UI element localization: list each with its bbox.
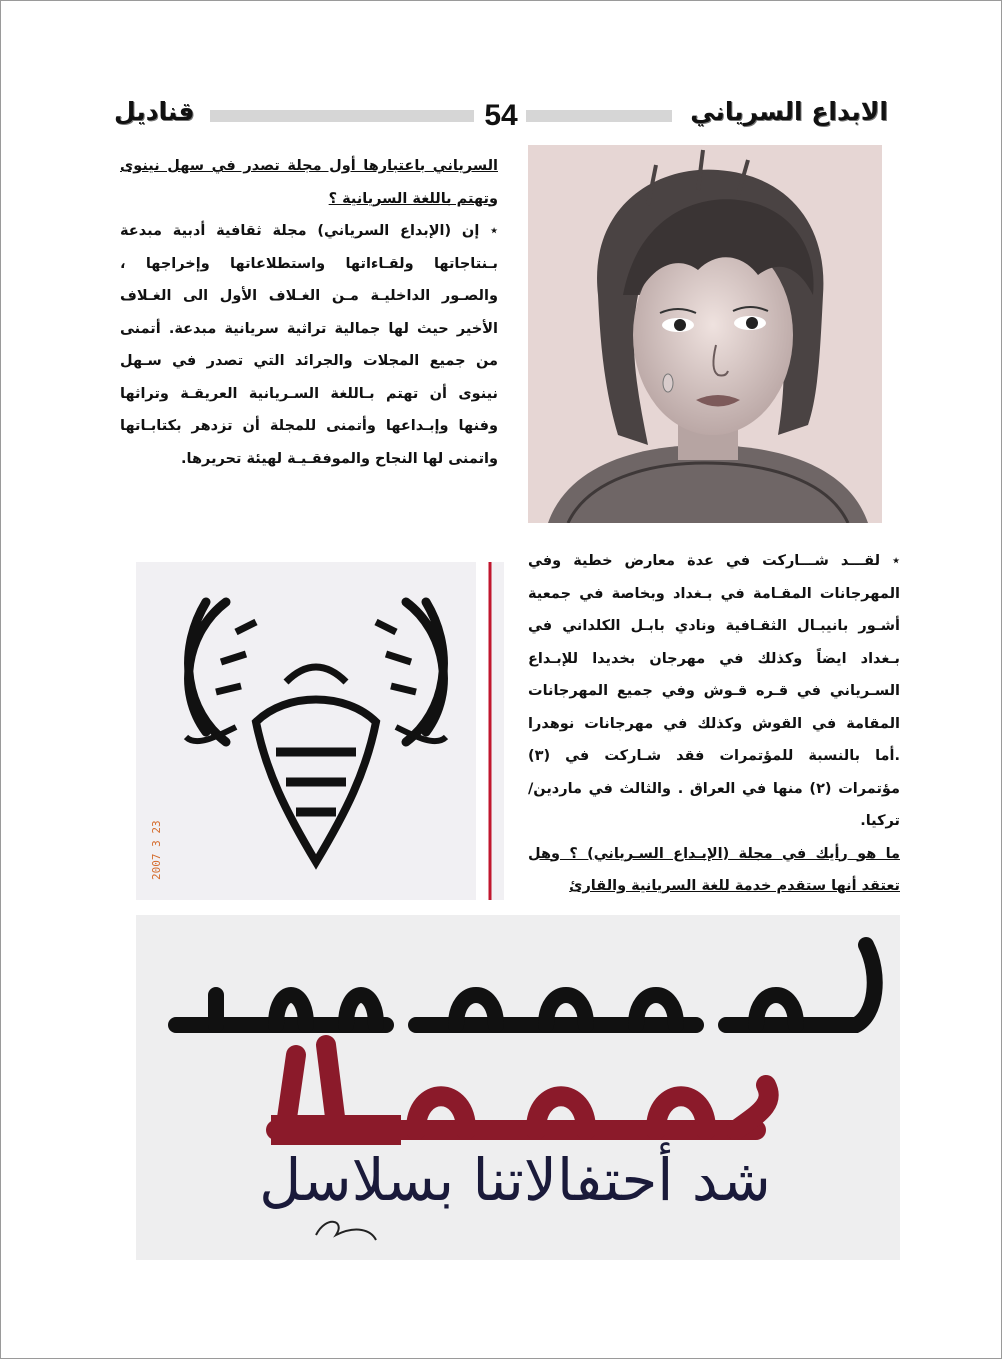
right-text-column <box>528 545 900 903</box>
section-name: قناديل <box>114 94 210 130</box>
interview-question-1: السرياني باعتبارها أول مجلة تصدر في سهل نينوى وتهتم باللغة السريانية ؟ <box>120 158 498 207</box>
interview-answer-1: ٭ إن (الإبداع السرياني) مجلة ثقافية أدبية مبدعة بـنتاجاتها ولقـاءاتها واستطلاعاتها وإخراجها ، والصـور الداخليـة مـن الغـلاف الأول الى الغـلاف الأخير حيث لها جمالية تراثية سريانية مبدعة. أتمنى من جميع المجلات والجرائد التي تصدر في سـهل نينوى أن تهتم بـاللغة السـريانية العريقـة وتراثها وفنها وإبـداعها وأتمنى للمجلة أن تزدهر بكتابـاتها واتمنى لها النجاح والموفقـيـة لهيئة تحريرها. <box>120 223 498 467</box>
calligraphy-arabic-text: شد أحتفالاتنا بسلاسل <box>259 1146 771 1214</box>
page-number: 54 <box>476 96 526 136</box>
calligraphy-artwork-small <box>136 562 504 900</box>
left-text-column <box>120 150 498 475</box>
photo-date-stamp: 2007 3 23 <box>150 820 163 880</box>
interview-question-2: ما هو رأيك في مجلة (الإبـداع السـرياني) ؟ وهل تعتقد أنها ستقدم خدمة للغة السريانية والقارئ <box>528 845 900 894</box>
portrait-image <box>528 145 882 523</box>
portrait-sketch-icon <box>528 145 882 523</box>
interview-answer-2: ٭ لقـــد شـــاركت في عدة معارض خطية وفي المهرجانات المقـامة في بـغداد وبخاصة في جمعية أشـور بانيبـال الثقـافية ونادي بابـل الكلداني في بـغداد ايضاً وكذلك في مهرجان بخديدا للإبـداع السـرياني في قـره قـوش وفي جميع المهرجانات المقامة في القوش وكذلك في مهرجانات نوهدرا .أما بالنسبة للمؤتمرات فقد شـاركت في (٣) مؤتمرات (٢) منها في العراق . والثالث في ماردين/ تركيا. <box>528 553 900 829</box>
magazine-title: الابداع السرياني <box>672 94 888 130</box>
calligraphy-deer-icon <box>136 562 504 900</box>
